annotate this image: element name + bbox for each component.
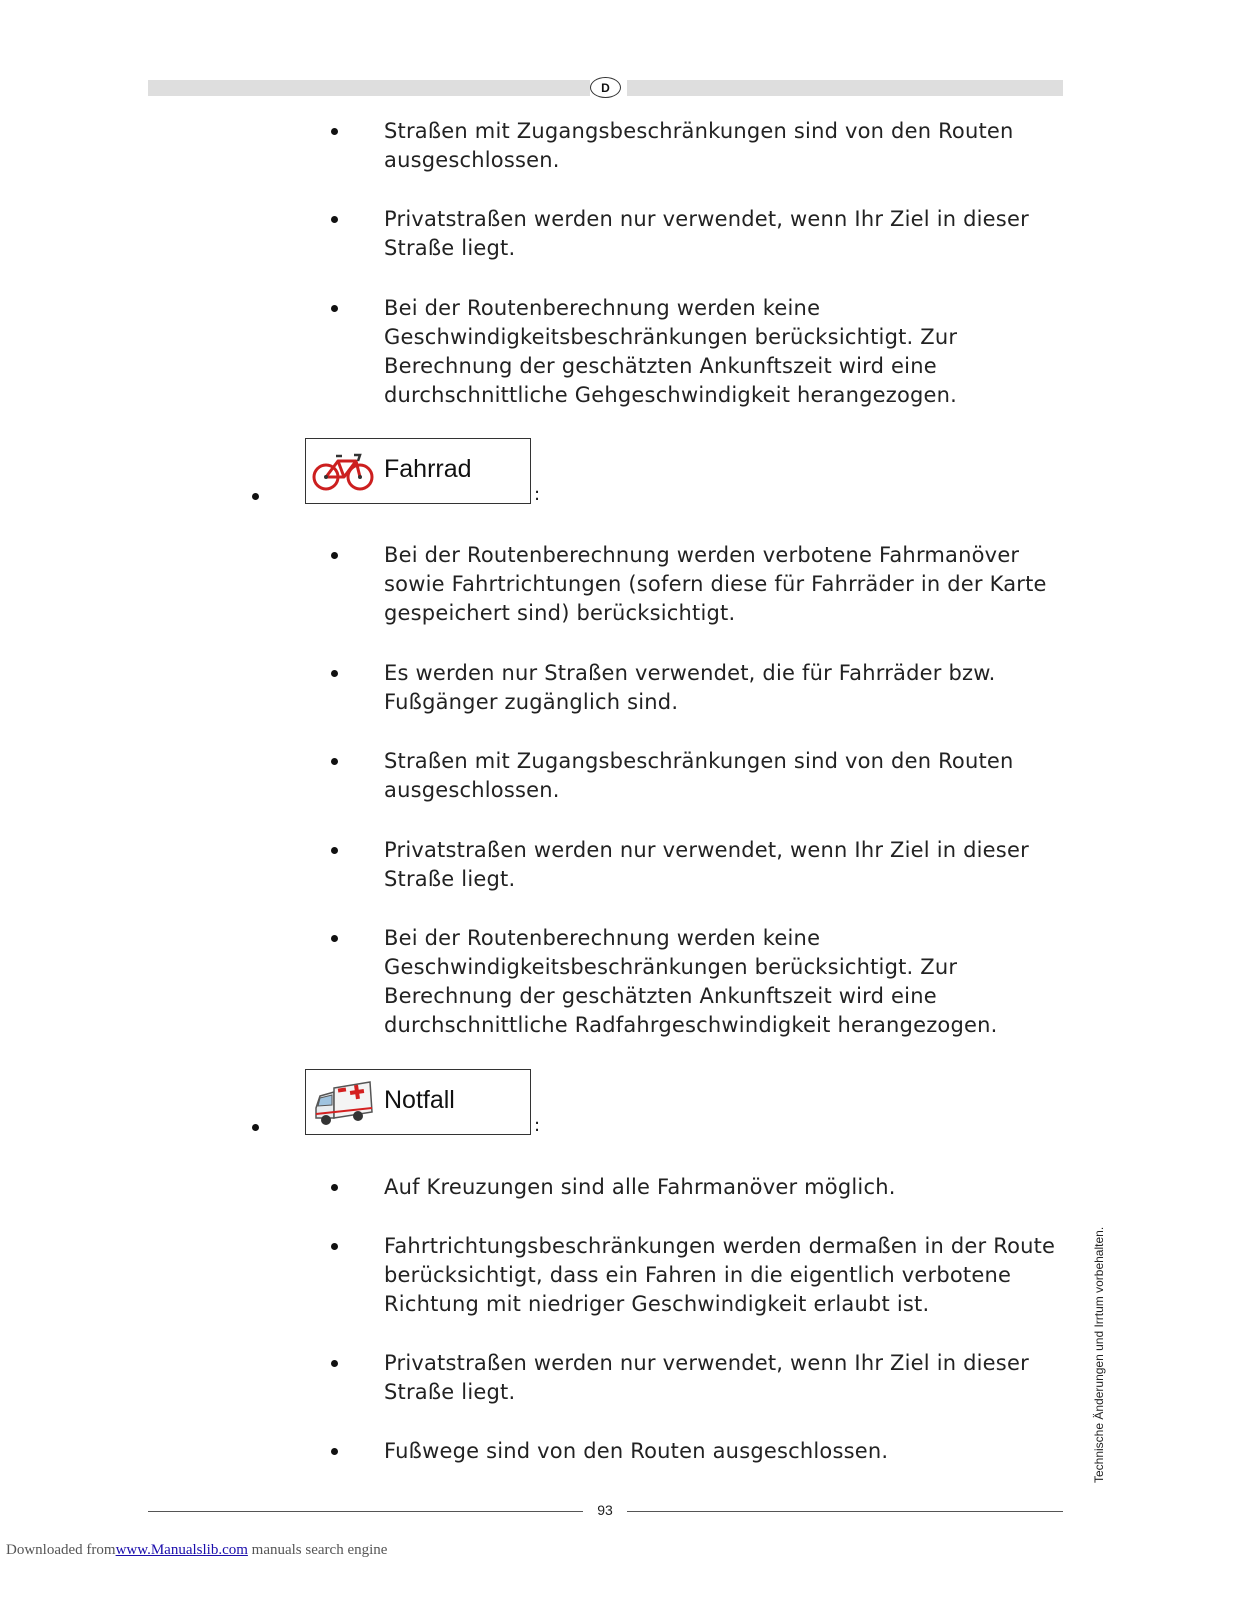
list-item: Straßen mit Zugangsbeschränkungen sind von den Routen ausgeschlossen. xyxy=(384,749,1014,802)
bullet-icon xyxy=(331,847,338,854)
footer-rule-right xyxy=(627,1511,1063,1512)
footer-rule-left xyxy=(148,1511,583,1512)
bicycle-mode-box xyxy=(305,438,531,504)
header-bar-right xyxy=(627,80,1063,96)
bicycle-mode-label: Fahrrad xyxy=(384,455,472,483)
list-item: Privatstraßen werden nur verwendet, wenn Ihr Ziel in dieser Straße liegt. xyxy=(384,838,1029,891)
list-item: Privatstraßen werden nur verwendet, wenn Ihr Ziel in dieser Straße liegt. xyxy=(384,207,1029,260)
colon: : xyxy=(534,484,541,505)
bullet-icon xyxy=(331,1243,338,1250)
ambulance-icon xyxy=(312,1078,376,1134)
language-badge: D xyxy=(590,77,621,98)
list-item: Fußwege sind von den Routen ausgeschlossen. xyxy=(384,1439,889,1463)
emergency-mode-box xyxy=(305,1069,531,1135)
bullet-icon xyxy=(331,1184,338,1191)
emergency-mode-label: Notfall xyxy=(384,1086,455,1114)
bullet-icon xyxy=(331,758,338,765)
header-bar-left xyxy=(148,80,590,96)
bullet-icon xyxy=(331,128,338,135)
colon: : xyxy=(534,1115,541,1136)
bullet-icon xyxy=(331,935,338,942)
bicycle-icon xyxy=(312,447,376,497)
bullet-icon xyxy=(331,1448,338,1455)
list-item: Straßen mit Zugangsbeschränkungen sind von den Routen ausgeschlossen. xyxy=(384,119,1014,172)
list-item: Bei der Routenberechnung werden verbotene Fahrmanöver sowie Fahrtrichtungen (sofern diese für Fahrräder in der Karte gespeichert sind) berücksichtigt. xyxy=(384,543,1047,625)
side-note: Technische Änderungen und Irrtum vorbehalten. xyxy=(1092,1226,1106,1483)
list-item: Fahrtrichtungsbeschränkungen werden dermaßen in der Route berücksichtigt, dass ein Fahren in die eigentlich verbotene Richtung mit niedriger Geschwindigkeit erlaubt ist. xyxy=(384,1234,1056,1316)
list-item: Bei der Routenberechnung werden keine Geschwindigkeitsbeschränkungen berücksichtigt. Zur Berechnung der geschätzten Ankunftszeit wird eine durchschnittliche Radfahrgeschwindigkeit herangezogen. xyxy=(384,926,998,1037)
bullet-icon xyxy=(331,305,338,312)
bullet-icon xyxy=(331,1360,338,1367)
bullet-icon xyxy=(331,216,338,223)
bullet-icon xyxy=(331,552,338,559)
list-item: Auf Kreuzungen sind alle Fahrmanöver möglich. xyxy=(384,1175,896,1199)
bullet-icon xyxy=(252,493,259,500)
manualslib-link[interactable]: www.Manualslib.com xyxy=(115,1542,248,1558)
list-item: Bei der Routenberechnung werden keine Geschwindigkeitsbeschränkungen berücksichtigt. Zur Berechnung der geschätzten Ankunftszeit wird eine durchschnittliche Gehgeschwindigkeit herangezogen. xyxy=(384,296,958,407)
bullet-icon xyxy=(331,670,338,677)
download-prefix: Downloaded from xyxy=(6,1542,116,1558)
bullet-icon xyxy=(252,1124,259,1131)
download-note xyxy=(6,1542,387,1559)
list-item: Privatstraßen werden nur verwendet, wenn Ihr Ziel in dieser Straße liegt. xyxy=(384,1351,1029,1404)
page-number: 93 xyxy=(597,1502,613,1518)
list-item: Es werden nur Straßen verwendet, die für Fahrräder bzw. Fußgänger zugänglich sind. xyxy=(384,661,996,714)
download-suffix: manuals search engine xyxy=(247,1542,388,1558)
